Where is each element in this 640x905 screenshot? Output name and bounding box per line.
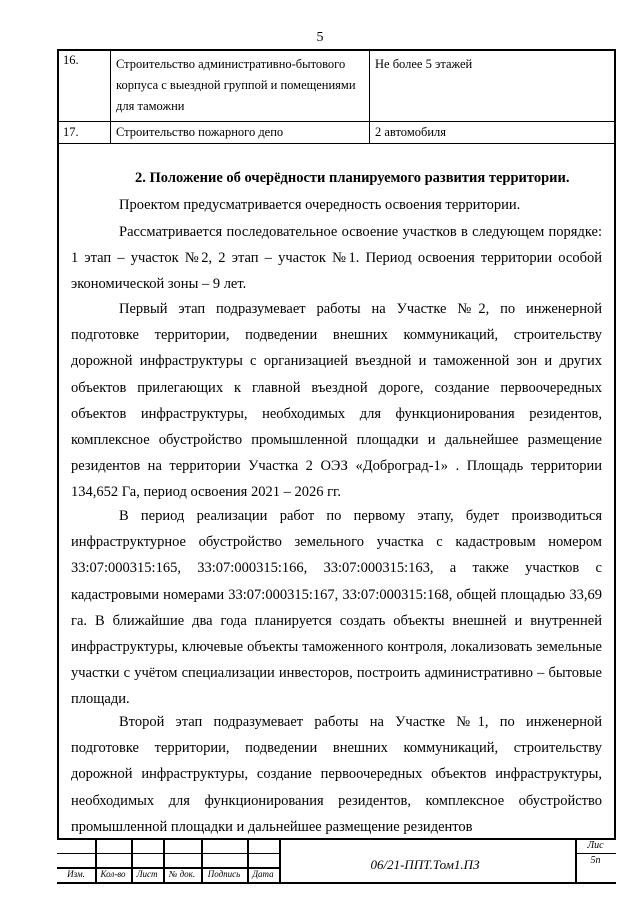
paragraph: В период реализации работ по первому этапу, будет производиться инфраструктурное обустройство земельного участка с кадастровым номером 33:07:000315:165, 33:07:000315:166, 33:07:000315:163, а также участков с кадастровыми номерами 33:07:000315:167, 33:07:000315:168, общей площадью 33,69 га. В ближайшие два года планируется создать объекты внешней и внутренней инфраструктуры, ключевые объекты таможенного контроля, локализовать земельные участки с учётом специализации инвесторов, построить административно – бытовые площади. (71, 508, 602, 708)
table-row (58, 50, 616, 122)
sheet-label: Лис (587, 840, 604, 851)
table-row (58, 122, 616, 144)
row-name: Строительство административно-бытового корпуса с выездной группой и помещениями для таможни (111, 50, 370, 122)
paragraph: Рассматривается последовательное освоение участков в следующем порядке: 1 этап – участок №2, 2 этап – участок №1. Период освоения территории особой экономической зоны – 9 лет. (71, 224, 602, 293)
stamp-label-doc: № док. (168, 869, 196, 879)
row-number: 16. (58, 50, 111, 122)
sheet-number: 5n (590, 855, 601, 866)
row-number: 17. (58, 122, 111, 144)
paragraph: Второй этап подразумевает работы на Участке №1, по инженерной подготовке территории, подведении внешних коммуникаций, строительству дорожной инфраструктуры, создание первоочередных объектов инфраструктуры, необходимых для функционирования резидентов, комплексное обустройство промышленной площадки и дальнейшее размещение резидентов (71, 714, 602, 835)
row-value: 2 автомобиля (370, 122, 616, 144)
section-heading: 2. Положение об очерёдности планируемого развития территории. (135, 170, 570, 186)
stamp-label-signature: Подпись (207, 869, 241, 879)
row-value: Не более 5 этажей (370, 50, 616, 122)
spec-table (57, 49, 616, 144)
stamp-label-izm: Изм. (67, 869, 85, 879)
page-number: 5 (316, 30, 324, 45)
paragraph: Первый этап подразумевает работы на Участке №2, по инженерной подготовке территории, подведении внешних коммуникаций, строительству дорожной инфраструктуры с организацией въездной и таможенной зон и других объектов прилегающих к главной въездной дороге, создание первоочередных объектов инфраструктуры, необходимых для функционирования резидентов, комплексное обустройство промышленной площадки и дальнейшее размещение резидентов на территории Участка 2 ОЭЗ «Доброград-1» . Площадь территории 134,652 Га, период освоения 2021 – 2026 гг. (71, 301, 602, 501)
stamp-label-date: Дата (252, 869, 274, 879)
stamp-label-kolvo: Кол-во (100, 869, 126, 879)
row-name: Строительство пожарного депо (111, 122, 370, 144)
stamp-label-list: Лист (136, 869, 158, 879)
document-code: 06/21-ППТ.Том1.ПЗ (370, 857, 480, 872)
paragraph: Проектом предусматривается очередность освоения территории. (119, 197, 521, 213)
